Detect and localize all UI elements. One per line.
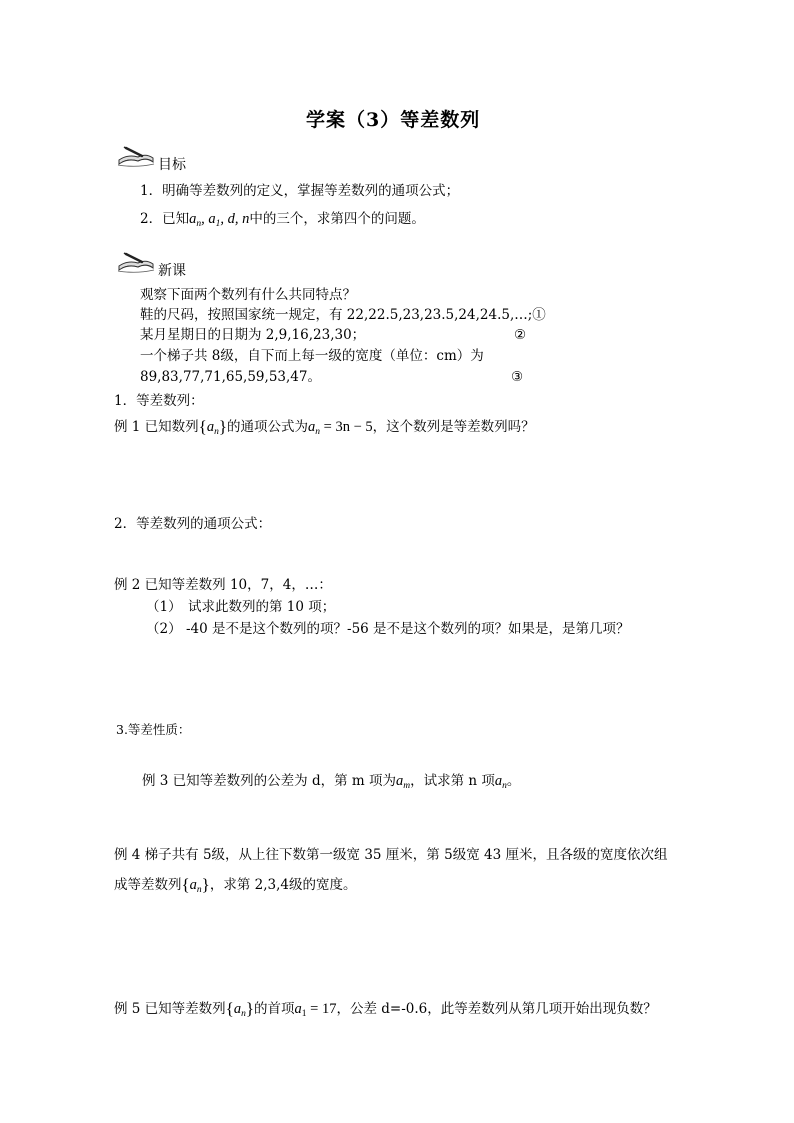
goal-item-2-prefix: 2．已知 — [140, 211, 190, 227]
example-2: 例 2 已知等差数列 10，7，4，…： — [114, 577, 332, 593]
example-5-formula-rhs: = 17 — [310, 1001, 337, 1017]
example-5-formula: $a_1 = 17$ — [294, 1001, 337, 1019]
goal-item-2-suffix: 中的三个，求第四个的问题。 — [249, 211, 425, 227]
goal-item-2-vars: $a_n$, $a_1$, d, n — [189, 211, 250, 229]
example-2-part-2-number: （2） — [146, 621, 182, 637]
example-1-suffix: ，这个数列是等差数列吗？ — [372, 419, 535, 435]
example-4-line-2 — [114, 876, 357, 899]
example-1-prefix: 例 1 已知数列 — [114, 419, 199, 435]
example-5-mid: 的首项 — [254, 1001, 295, 1017]
sequence-sundays: 某月星期日的日期为 2,9,16,23,30； — [140, 327, 366, 343]
example-3-suffix: 。 — [506, 773, 521, 789]
pen-book-icon — [116, 144, 156, 168]
sequence-notation: $\{a_n\}$ — [181, 875, 210, 895]
example-1 — [114, 418, 535, 441]
example-1-mid: 的通项公式为 — [227, 419, 309, 435]
term-a-m: $a_m$ — [396, 773, 411, 791]
term-a-n: $a_n$ — [494, 773, 507, 791]
newlesson-question: 观察下面两个数列有什么共同特点？ — [140, 287, 356, 303]
sequence-ladder-intro: 一个梯子共 8级，自下而上每一级的宽度（单位：cm）为 — [140, 348, 484, 364]
section-1-heading: 1．等差数列： — [114, 393, 204, 409]
sequence-notation: $\{a_n\}$ — [225, 999, 255, 1019]
sequence-shoe-sizes: 鞋的尺码，按照国家统一规定，有 22,22.5,23,23.5,24,24.5,…;① — [140, 307, 546, 323]
goal-item-2 — [140, 210, 425, 233]
example-4-line-2-suffix: ，求第 2,3,4级的宽度。 — [209, 877, 357, 893]
example-2-part-2: -40 是不是这个数列的项？-56 是不是这个数列的项？如果是，是第几项？ — [186, 621, 630, 637]
example-4-line-1: 例 4 梯子共有 5级，从上往下数第一级宽 35 厘米，第 5级宽 43 厘米，且各级的宽度依次组 — [114, 847, 668, 863]
example-5-prefix: 例 5 已知等差数列 — [114, 1001, 226, 1017]
example-4-line-2-prefix: 成等差数列 — [114, 877, 182, 893]
pen-book-icon — [116, 250, 156, 274]
section-3-heading: 3.等差性质： — [116, 722, 191, 737]
example-1-formula-rhs: = 3n − 5 — [323, 419, 373, 435]
example-3-mid: ，试求第 n 项 — [410, 773, 495, 789]
sequence-notation: $\{a_n\}$ — [198, 417, 228, 437]
goal-heading: 目标 — [158, 157, 186, 173]
example-5-suffix: ，公差 d=-0.6，此等差数列从第几项开始出现负数？ — [336, 1001, 657, 1017]
newlesson-heading: 新课 — [158, 263, 186, 279]
sequence-ladder-values: 89,83,77,71,65,59,53,47。 — [140, 369, 321, 385]
goal-item-1: 1．明确等差数列的定义，掌握等差数列的通项公式； — [140, 183, 460, 199]
example-2-part-1: 试求此数列的第 10 项； — [188, 599, 336, 615]
section-2-heading: 2．等差数列的通项公式： — [114, 516, 272, 532]
example-3 — [142, 772, 520, 795]
sequence-mark-3: ③ — [511, 369, 524, 385]
sequence-mark-2: ② — [514, 327, 527, 343]
example-5 — [114, 1000, 657, 1023]
example-1-formula: $a_n = 3n - 5$ — [308, 419, 373, 437]
example-2-part-1-number: （1） — [146, 599, 182, 615]
page-title: 学案（3）等差数列 — [306, 109, 481, 131]
example-3-prefix: 例 3 已知等差数列的公差为 d，第 m 项为 — [142, 773, 396, 789]
